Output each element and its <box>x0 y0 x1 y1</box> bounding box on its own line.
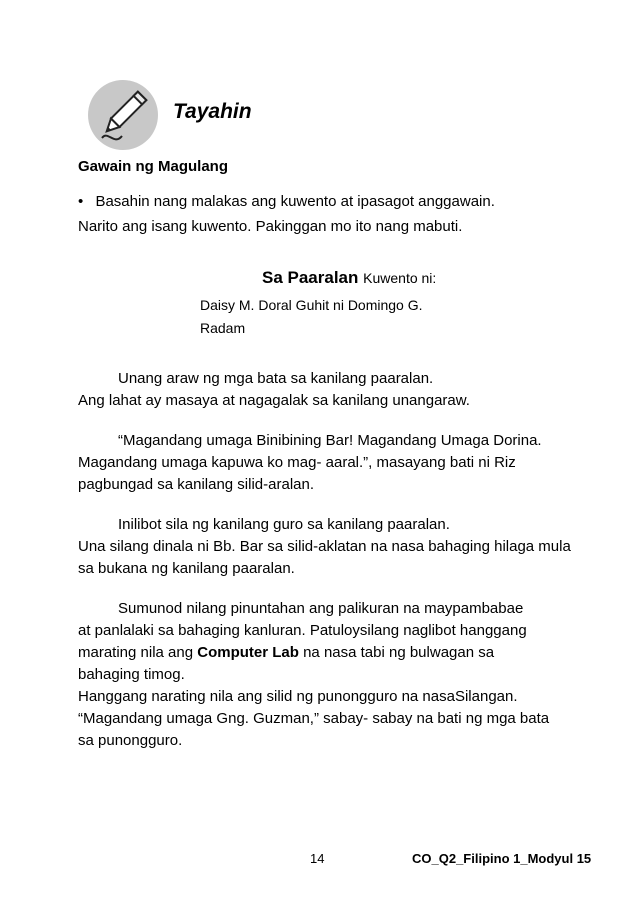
p1-line-1: Unang araw ng mga bata sa kanilang paaralan. <box>118 370 434 387</box>
instruction-text: Basahin nang malakas ang kuwento at ipasagot anggawain. <box>95 193 495 210</box>
pencil-icon-badge <box>88 80 158 150</box>
pencil-icon <box>88 80 158 150</box>
p4-line-7: sa punongguro. <box>78 732 183 749</box>
story-title-line <box>262 268 436 288</box>
story-title: Sa Paaralan <box>262 268 359 287</box>
p4-line-5: Hanggang narating nila ang silid ng punongguro na nasaSilangan. <box>78 688 518 705</box>
p4-line-6: “Magandang umaga Gng. Guzman,” sabay- sabay na bati ng mga bata <box>78 710 550 727</box>
p4-line-2: at panlalaki sa bahaging kanluran. Patuloysilang naglibot hanggang <box>78 622 527 639</box>
section-title: Gawain ng Magulang <box>78 158 229 175</box>
author-line-2: Radam <box>200 320 246 336</box>
p4-line-3 <box>78 644 494 661</box>
p1-line-2: Ang lahat ay masaya at nagagalak sa kanilang unangaraw. <box>78 392 470 409</box>
p4-line-1: Sumunod nilang pinuntahan ang palikuran na maypambabae <box>118 600 524 617</box>
p3-line-1: Inilibot sila ng kanilang guro sa kanilang paaralan. <box>118 516 450 533</box>
module-code: CO_Q2_Filipino 1_Modyul 15 <box>412 851 592 866</box>
author-line-1: Daisy M. Doral Guhit ni Domingo G. <box>200 297 423 313</box>
p4-line-4: bahaging timog. <box>78 666 185 683</box>
p3-line-3: sa bukana ng kanilang paaralan. <box>78 560 295 577</box>
instruction-line <box>78 193 495 210</box>
p4-line-3-a: marating nila ang <box>78 644 194 661</box>
page-heading: Tayahin <box>173 100 252 123</box>
computer-lab-bold: Computer Lab <box>197 644 299 661</box>
p2-line-1: “Magandang umaga Binibining Bar! Magandang Umaga Dorina. <box>118 432 542 449</box>
intro-text: Narito ang isang kuwento. Pakinggan mo ito nang mabuti. <box>78 218 463 235</box>
page-number: 14 <box>310 851 325 866</box>
p3-line-2: Una silang dinala ni Bb. Bar sa silid-aklatan na nasa bahaging hilaga mula <box>78 538 571 555</box>
p2-line-2: Magandang umaga kapuwa ko mag- aaral.”, masayang bati ni Riz <box>78 454 516 471</box>
p2-line-3: pagbungad sa kanilang silid-aralan. <box>78 476 315 493</box>
p4-line-3-c: na nasa tabi ng bulwagan sa <box>303 644 495 661</box>
bullet-marker: • <box>78 193 84 210</box>
story-credit: Kuwento ni: <box>363 270 437 286</box>
